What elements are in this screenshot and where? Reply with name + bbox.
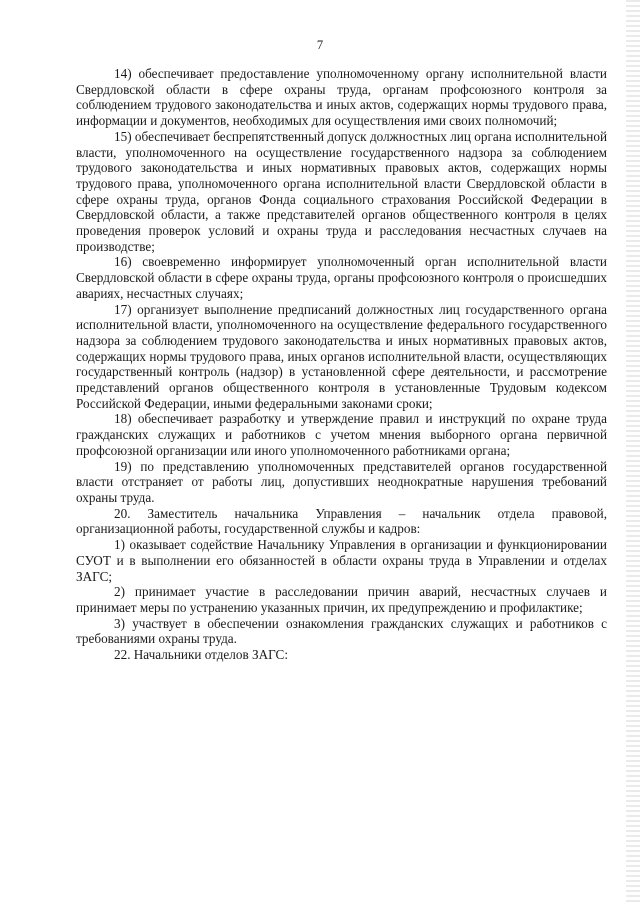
paragraph-item-15: 15) обеспечивает беспрепятственный допуск должностных лиц органа исполнительной власти, уполномоченного на осуществление государственного надзора за соблюдением трудового законодательства и иных нормативных правовых актов, содержащих нормы трудового права, уполномоченного органа исполнительной власти Свердловской области в сфере охраны труда, органов Фонда социального страхования Российской Федерации в Свердловской области, а также представителей органов общественного контроля в целях проведения проверок условий и охраны труда и расследования несчастных случаев на производстве; — [76, 128, 607, 254]
paragraph-item-19: 19) по представлению уполномоченных представителей органов государственной власти отстраняет от работы лиц, допустивших неоднократные нарушения требований охраны труда. — [76, 458, 607, 505]
paragraph-20-item-1: 1) оказывает содействие Начальнику Управления в организации и функционировании СУОТ и в выполнении его обязанностей в области охраны труда в Управлении и отделах ЗАГС; — [76, 537, 607, 584]
page-number: 7 — [316, 38, 324, 52]
document-body — [76, 66, 607, 663]
paragraph-item-17: 17) организует выполнение предписаний должностных лиц государственного органа исполнительной власти, уполномоченного на осуществление федерального государственного надзора за соблюдением трудового законодательства и иных нормативных правовых актов, содержащих нормы трудового права, иных органов исполнительной власти, осуществляющих государственный контроль (надзор) в установленной сфере деятельности, и рассмотрение представлений органов общественного контроля в установленные Трудовым кодексом Российской Федерации, иными федеральными законами сроки; — [76, 301, 607, 411]
section-20-heading: 20. Заместитель начальника Управления – начальник отдела правовой, организационной работы, государственной службы и кадров: — [76, 505, 607, 537]
paragraph-item-18: 18) обеспечивает разработку и утверждение правил и инструкций по охране труда гражданских служащих и работников с учетом мнения выборного органа первичной профсоюзной организации или иного уполномоченного работниками органа; — [76, 411, 607, 458]
paragraph-item-14: 14) обеспечивает предоставление уполномоченному органу исполнительной власти Свердловской области в сфере охраны труда, органам профсоюзного контроля за соблюдением трудового законодательства и иных актов, содержащих нормы трудового права, информации и документов, необходимых для осуществления ими своих полномочий; — [76, 66, 607, 129]
paragraph-20-item-3: 3) участвует в обеспечении ознакомления гражданских служащих и работников с требованиями охраны труда. — [76, 615, 607, 647]
scan-edge-artifact — [626, 0, 640, 905]
section-22-heading: 22. Начальники отделов ЗАГС: — [114, 647, 289, 663]
paragraph-item-16: 16) своевременно информирует уполномоченный орган исполнительной власти Свердловской области в сфере охраны труда, органы профсоюзного контроля о происшедших авариях, несчастных случаях; — [76, 254, 607, 301]
paragraph-20-item-2: 2) принимает участие в расследовании причин аварий, несчастных случаев и принимает меры по устранению указанных причин, их предупреждению и профилактике; — [76, 584, 607, 615]
